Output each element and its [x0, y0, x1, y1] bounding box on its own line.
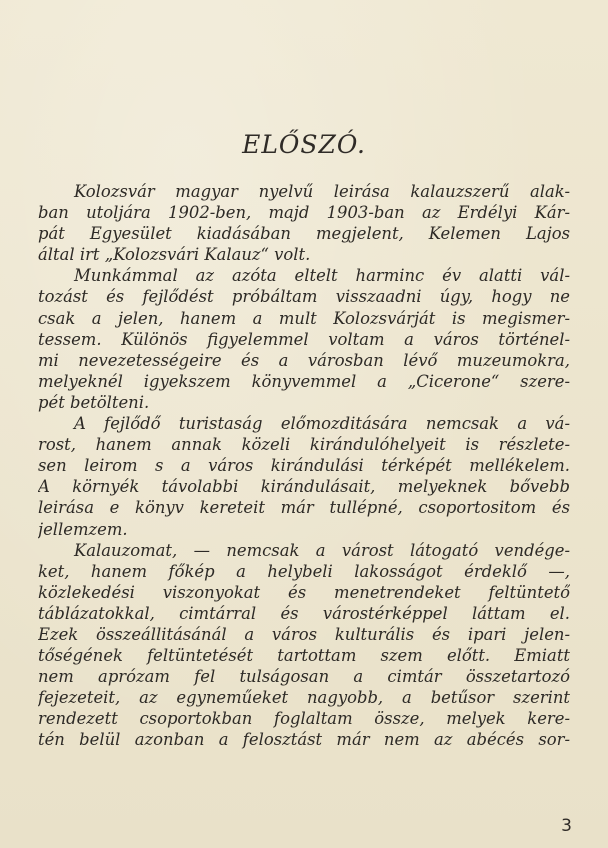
text-line: mi nevezetességeire és a városban lévő muzeumokra, [38, 350, 570, 370]
text-line: rost, hanem annak közeli kirándulóhelyeit is részlete- [38, 435, 570, 455]
text-line: rendezett csoportokban foglaltam össze, melyek kere- [38, 709, 570, 729]
text-line: ban utoljára 1902-ben, majd 1903-ban az Erdélyi Kár- [38, 203, 570, 223]
text-line: tessem. Különös figyelemmel voltam a város történel- [38, 329, 570, 349]
text-line: közlekedési viszonyokat és menetrendeket feltüntető [38, 582, 570, 602]
text-line: A fejlődő turistaság előmozditására nemcsak a vá- [74, 414, 570, 434]
text-line: pét betölteni. [38, 392, 150, 412]
text-line: tozást és fejlődést próbáltam visszaadni úgy, hogy ne [38, 287, 570, 307]
text-line: A környék távolabbi kirándulásait, melyeknek bővebb [38, 477, 570, 497]
text-line: leirása e könyv kereteit már tullépné, csoportositom és [38, 498, 570, 518]
text-line: táblázatokkal, cimtárral és várostérképpel láttam el. [38, 603, 570, 623]
text-line: jellemzem. [38, 519, 128, 539]
text-line: fejezeteit, az egyneműeket nagyobb, a betűsor szerint [38, 688, 570, 708]
text-line: sen leirom s a város kirándulási térképét mellékelem. [38, 456, 570, 476]
text-line: Munkámmal az azóta eltelt harminc év alatti vál- [74, 266, 570, 286]
text-line: csak a jelen, hanem a mult Kolozsvárját is megismer- [38, 308, 570, 328]
text-line: Ezek összeállitásánál a város kulturális és ipari jelen- [38, 624, 570, 644]
text-line: által irt „Kolozsvári Kalauz“ volt. [38, 245, 311, 265]
text-line: nem aprózam fel tulságosan a cimtár összetartozó [38, 667, 570, 687]
page-number: 3 [561, 816, 572, 836]
body-text [38, 181, 570, 751]
text-line: melyeknél igyekszem könyvemmel a „Cicerone“ szere- [38, 371, 570, 391]
text-line: ket, hanem főkép a helybeli lakosságot érdeklő —, [38, 561, 570, 581]
text-line: tén belül azonban a felosztást már nem az abécés sor- [38, 730, 570, 750]
text-line: tőségének feltüntetését tartottam szem előtt. Emiatt [38, 646, 570, 666]
text-line: pát Egyesület kiadásában megjelent, Kelemen Lajos [38, 224, 570, 244]
text-line: Kolozsvár magyar nyelvű leirása kalauzszerű alak- [74, 182, 570, 201]
page-title: ELŐSZÓ. [242, 130, 366, 159]
text-line: Kalauzomat, — nemcsak a várost látogató vendége- [74, 540, 570, 560]
